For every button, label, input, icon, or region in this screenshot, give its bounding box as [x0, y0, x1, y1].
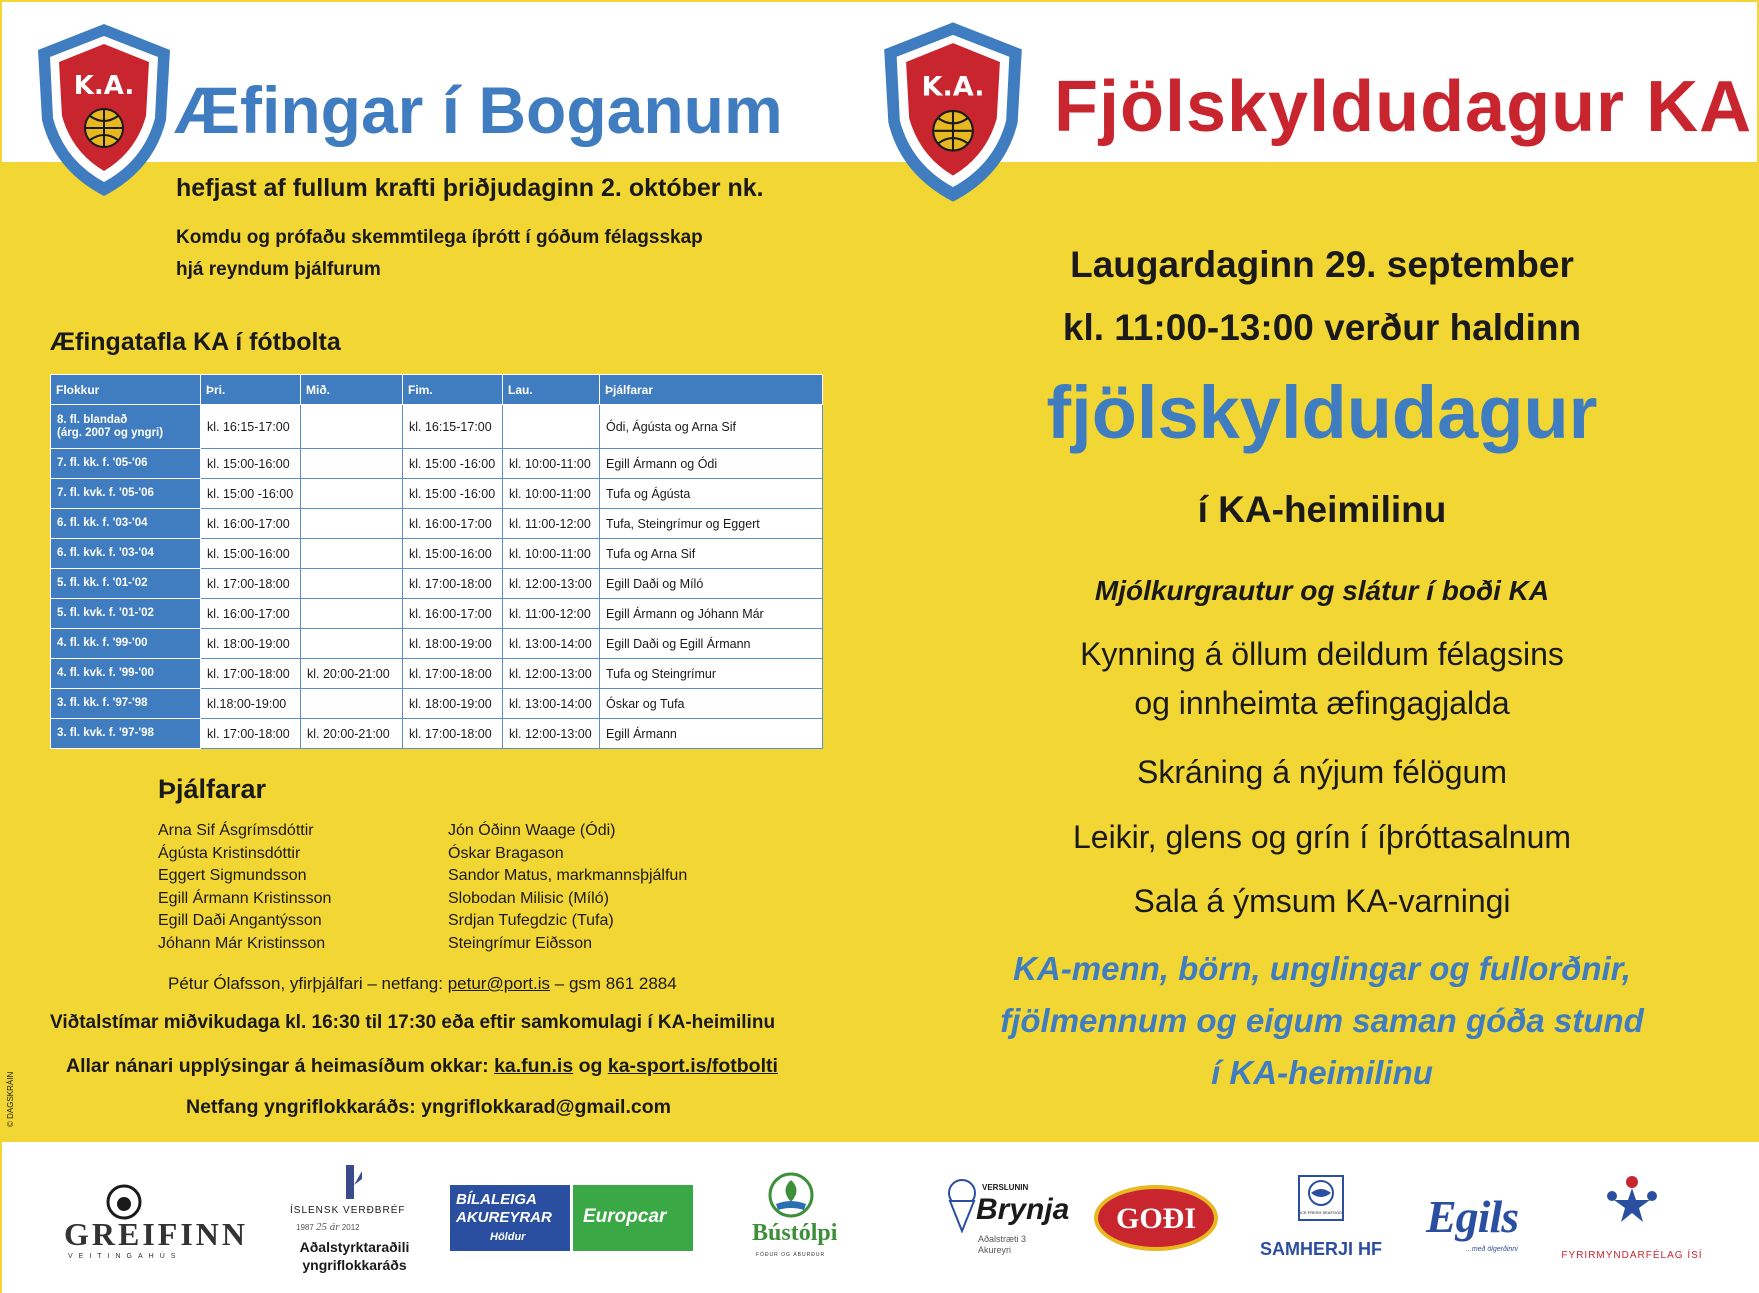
cell-coaches: Ódi, Ágústa og Arna Sif: [600, 405, 823, 449]
cell-sat: kl. 11:00-12:00: [503, 599, 600, 629]
cell-coaches: Óskar og Tufa: [600, 689, 823, 719]
greifinn-sub: VEITINGAHÚS: [68, 1253, 182, 1260]
cell-thu: kl. 17:00-18:00: [403, 659, 503, 689]
event-item-3: Leikir, glens og grín í íþróttasalnum: [1072, 819, 1572, 855]
egils-sub: ...með ölgerðinni: [1466, 1246, 1518, 1253]
sponsor-egils: [1422, 1182, 1532, 1262]
cell-tue: kl. 15:00-16:00: [201, 539, 301, 569]
header-tue: Þri.: [201, 375, 301, 405]
cell-wed: [301, 449, 403, 479]
table-row: [51, 599, 823, 629]
table-row: [51, 405, 823, 449]
cell-group: [51, 479, 201, 509]
cell-group: [51, 449, 201, 479]
bustolpi-name: Bústólpi: [752, 1220, 838, 1246]
cell-wed: [301, 539, 403, 569]
table-row: [51, 479, 823, 509]
cell-thu: kl. 16:15-17:00: [403, 405, 503, 449]
cell-tue: kl. 16:00-17:00: [201, 509, 301, 539]
bilaleiga-box: [450, 1185, 570, 1251]
cell-wed: [301, 689, 403, 719]
table-row: [51, 659, 823, 689]
brynja-name: Brynja: [976, 1193, 1070, 1226]
coaches-list-1: [158, 820, 331, 956]
schedule-table: [50, 374, 823, 749]
bustolpi-leaf-icon: [768, 1172, 814, 1218]
iv-logo-icon: [342, 1165, 362, 1199]
cell-group: [51, 719, 201, 749]
coach-name: Egill Daði Angantýsson: [158, 912, 322, 930]
cell-sat: kl. 10:00-11:00: [503, 479, 600, 509]
bilaleiga-line-3: Höldur: [490, 1231, 526, 1243]
samherji-badge: [1298, 1175, 1344, 1221]
event-name: fjölskyldudagur: [1046, 371, 1598, 454]
bilaleiga-line-1: BÍLALEIGA: [456, 1191, 537, 1208]
svg-text:K.A.: K.A.: [73, 71, 135, 101]
table-row: [51, 689, 823, 719]
sponsor-samherji: [1246, 1175, 1396, 1265]
cell-tue: kl. 15:00-16:00: [201, 449, 301, 479]
table-row: [51, 449, 823, 479]
egils-name: Egils: [1426, 1191, 1519, 1242]
cell-sat: kl. 11:00-12:00: [503, 509, 600, 539]
cell-group: [51, 539, 201, 569]
cell-tue: kl. 16:00-17:00: [201, 599, 301, 629]
office-hours: Viðtalstímar miðvikudaga kl. 16:30 til 17:30 eða eftir samkomulagi í KA-heimilinu: [50, 1012, 776, 1033]
cell-thu: kl. 15:00-16:00: [403, 539, 503, 569]
head-coach-suffix: – gsm 861 2884: [554, 974, 677, 993]
event-item-1a: Kynning á öllum deildum félagsins: [1080, 636, 1564, 672]
table-row: [51, 539, 823, 569]
group-label: 8. fl. blandað: [57, 413, 128, 426]
head-coach-email-link[interactable]: petur@port.is: [447, 974, 551, 993]
coach-name: Ágústa Kristinsdóttir: [158, 844, 301, 862]
info-prefix: Allar nánari upplýsingar á heimasíðum okkar:: [66, 1055, 489, 1077]
ka-crest-left: [34, 20, 174, 200]
iv-caption-1: Aðalstyrktaraðili: [299, 1239, 410, 1255]
sponsor-godi: [1094, 1185, 1218, 1251]
cell-sat: kl. 13:00-14:00: [503, 689, 600, 719]
group-sublabel: (árg. 2007 og yngri): [57, 426, 164, 439]
coaches-title: Þjálfarar: [158, 774, 267, 804]
brynja-address-2: Akureyri: [978, 1245, 1012, 1255]
cell-coaches: Egill Daði og Egill Ármann: [600, 629, 823, 659]
info-and: og: [578, 1055, 603, 1077]
event-food: Mjólkurgrautur og slátur í boði KA: [1094, 575, 1550, 606]
cell-tue: kl. 17:00-18:00: [201, 659, 301, 689]
cell-tue: kl.18:00-19:00: [201, 689, 301, 719]
council-email: Netfang yngriflokkaráðs: yngriflokkarad@gmail.com: [186, 1096, 671, 1118]
brynja-address-1: Aðalstræti 3: [978, 1234, 1027, 1244]
group-label: 6. fl. kvk. f. '03-'04: [57, 547, 154, 559]
cell-wed: kl. 20:00-21:00: [301, 719, 403, 749]
table-row: [51, 629, 823, 659]
group-label: 5. fl. kvk. f. '01-'02: [57, 607, 154, 619]
samherji-name: SAMHERJI HF: [1259, 1239, 1382, 1259]
header-coaches: Þjálfarar: [600, 375, 823, 405]
group-label: 6. fl. kk. f. '03-'04: [57, 517, 148, 529]
iv-caption-2: yngriflokkaráðs: [302, 1257, 407, 1273]
right-title: Fjölskyldudagur KA: [1054, 67, 1753, 147]
cell-thu: kl. 18:00-19:00: [403, 629, 503, 659]
invite-line-2: hjá reyndum þjálfurum: [176, 259, 381, 280]
header-thu: Fim.: [403, 375, 503, 405]
sponsor-bustolpi: [746, 1172, 836, 1267]
event-item-2: Skráning á nýjum félögum: [1137, 754, 1507, 790]
event-item-4: Sala á ýmsum KA-varningi: [1133, 883, 1511, 919]
invite-line-1: Komdu og prófaðu skemmtilega íþrótt í góðum félagsskap: [176, 227, 703, 248]
svg-text:K.A.: K.A.: [921, 71, 985, 103]
coaches-list-2: [448, 820, 687, 956]
event-item-1b: og innheimta æfingagjalda: [1134, 685, 1510, 721]
coach-name: Slobodan Milisic (Míló): [448, 889, 609, 907]
cell-group: [51, 659, 201, 689]
ka-crest-icon: [34, 20, 174, 200]
coach-name: Óskar Bragason: [448, 844, 564, 862]
event-venue: í KA-heimilinu: [1197, 489, 1447, 530]
cell-coaches: Tufa og Steingrímur: [600, 659, 823, 689]
header-sat: Lau.: [503, 375, 600, 405]
samherji-badge-text: ICE FRESH SEAFOOD: [1300, 1210, 1343, 1215]
group-label: 7. fl. kvk. f. '05-'06: [57, 487, 154, 499]
cell-wed: kl. 20:00-21:00: [301, 659, 403, 689]
event-date: Laugardaginn 29. september: [1070, 244, 1574, 285]
table-row: [51, 569, 823, 599]
table-title: Æfingatafla KA í fótbolta: [50, 328, 341, 356]
cell-coaches: Egill Ármann og Jóhann Már: [600, 599, 823, 629]
info-line: [66, 1055, 778, 1078]
iv-year-start: 1987: [296, 1223, 314, 1232]
iv-name: ÍSLENSK VERÐBRÉF: [290, 1205, 406, 1216]
cell-group: [51, 629, 201, 659]
coach-name: Egill Ármann Kristinsson: [158, 889, 332, 907]
cell-tue: kl. 17:00-18:00: [201, 719, 301, 749]
cell-sat: kl. 10:00-11:00: [503, 449, 600, 479]
cell-tue: kl. 16:15-17:00: [201, 405, 301, 449]
cell-sat: kl. 12:00-13:00: [503, 719, 600, 749]
left-subtitle: hefjast af fullum krafti þriðjudaginn 2. október nk.: [176, 174, 764, 202]
group-label: 4. fl. kk. f. '99-'00: [57, 637, 148, 649]
europcar-box: [573, 1185, 693, 1251]
cell-group: [51, 599, 201, 629]
isi-name: FYRIRMYNDARFÉLAG ÍSÍ: [1561, 1250, 1703, 1261]
cell-tue: kl. 17:00-18:00: [201, 569, 301, 599]
cell-thu: kl. 17:00-18:00: [403, 719, 503, 749]
isi-star-icon: [1600, 1170, 1664, 1230]
info-link-ka-sport[interactable]: ka-sport.is/fotbolti: [607, 1055, 778, 1077]
group-label: 3. fl. kk. f. '97-'98: [57, 697, 148, 709]
cell-wed: [301, 479, 403, 509]
closing-line-1: KA-menn, börn, unglingar og fullorðnir,: [1013, 950, 1631, 987]
sponsor-isi: [1552, 1170, 1712, 1270]
coach-name: Eggert Sigmundsson: [158, 867, 307, 885]
cell-coaches: Tufa og Arna Sif: [600, 539, 823, 569]
fish-icon: [1300, 1177, 1342, 1209]
cell-wed: [301, 629, 403, 659]
cell-coaches: Egill Ármann: [600, 719, 823, 749]
cell-tue: kl. 15:00 -16:00: [201, 479, 301, 509]
cell-thu: kl. 15:00 -16:00: [403, 479, 503, 509]
sponsor-greifinn: [60, 1182, 249, 1262]
group-label: 4. fl. kvk. f. '99-'00: [57, 667, 154, 679]
closing-line-3: í KA-heimilinu: [1211, 1054, 1433, 1091]
brynja-top: VERSLUNIN: [982, 1183, 1029, 1192]
cell-wed: [301, 599, 403, 629]
cell-coaches: Tufa og Ágústa: [600, 479, 823, 509]
coach-name: Jóhann Már Kristinsson: [158, 934, 326, 952]
iv-years: [296, 1221, 360, 1233]
group-label: 3. fl. kvk. f. '97-'98: [57, 727, 154, 739]
info-link-ka-fun[interactable]: ka.fun.is: [494, 1055, 574, 1077]
header-group: Flokkur: [51, 375, 201, 405]
cell-wed: [301, 509, 403, 539]
bustolpi-sub: FÓÐUR OG ÁBURÐUR: [756, 1252, 826, 1258]
group-label: 5. fl. kk. f. '01-'02: [57, 577, 148, 589]
cell-coaches: Tufa, Steingrímur og Eggert: [600, 509, 823, 539]
iv-year-end: 2012: [341, 1223, 360, 1232]
event-time: kl. 11:00-13:00 verður haldinn: [1062, 307, 1582, 348]
cell-group: [51, 509, 201, 539]
table-row: [51, 719, 823, 749]
sponsor-brynja: [942, 1177, 1070, 1267]
group-label: 7. fl. kk. f. '05-'06: [57, 457, 148, 469]
cell-sat: kl. 13:00-14:00: [503, 629, 600, 659]
cell-sat: [503, 405, 600, 449]
head-coach-line: [168, 974, 677, 994]
cell-coaches: Egill Ármann og Ódi: [600, 449, 823, 479]
coach-name: Arna Sif Ásgrímsdóttir: [158, 822, 314, 839]
sponsor-islensk-verdbref: [282, 1165, 427, 1280]
left-title: Æfingar í Boganum: [174, 73, 783, 147]
cell-thu: kl. 15:00 -16:00: [403, 449, 503, 479]
header-wed: Mið.: [301, 375, 403, 405]
closing-line-2: fjölmennum og eigum saman góða stund: [1000, 1002, 1644, 1039]
table-row: [51, 509, 823, 539]
cell-thu: kl. 17:00-18:00: [403, 569, 503, 599]
table-header-row: [51, 375, 823, 405]
cell-thu: kl. 16:00-17:00: [403, 599, 503, 629]
cell-tue: kl. 18:00-19:00: [201, 629, 301, 659]
cell-coaches: Egill Daði og Míló: [600, 569, 823, 599]
greifinn-name: GREIFINN: [64, 1216, 249, 1252]
cell-wed: [301, 405, 403, 449]
coach-name: Jón Óðinn Waage (Ódi): [448, 822, 616, 839]
coach-name: Sandor Matus, markmannsþjálfun: [448, 867, 688, 885]
head-coach-prefix: Pétur Ólafsson, yfirþjálfari – netfang:: [168, 974, 443, 993]
cell-thu: kl. 16:00-17:00: [403, 509, 503, 539]
godi-name: GOÐI: [1115, 1202, 1196, 1235]
cell-thu: kl. 18:00-19:00: [403, 689, 503, 719]
ka-crest-right: [880, 18, 1026, 206]
cell-sat: kl. 10:00-11:00: [503, 539, 600, 569]
cell-sat: kl. 12:00-13:00: [503, 569, 600, 599]
coach-name: Steingrímur Eiðsson: [448, 934, 593, 952]
iv-anniversary: 25 ár: [316, 1221, 340, 1233]
ka-crest-icon: [880, 18, 1026, 206]
cell-wed: [301, 569, 403, 599]
sponsor-bilaleiga-europcar: [450, 1185, 693, 1251]
cell-group: [51, 689, 201, 719]
cell-group: [51, 405, 201, 449]
cell-sat: kl. 12:00-13:00: [503, 659, 600, 689]
coach-name: Srdjan Tufegdzic (Tufa): [448, 912, 614, 930]
photo-credit: © DAGSKRÁIN: [6, 1071, 15, 1127]
europcar-name: Europcar: [583, 1206, 667, 1227]
bilaleiga-line-2: AKUREYRAR: [456, 1209, 552, 1226]
cell-group: [51, 569, 201, 599]
